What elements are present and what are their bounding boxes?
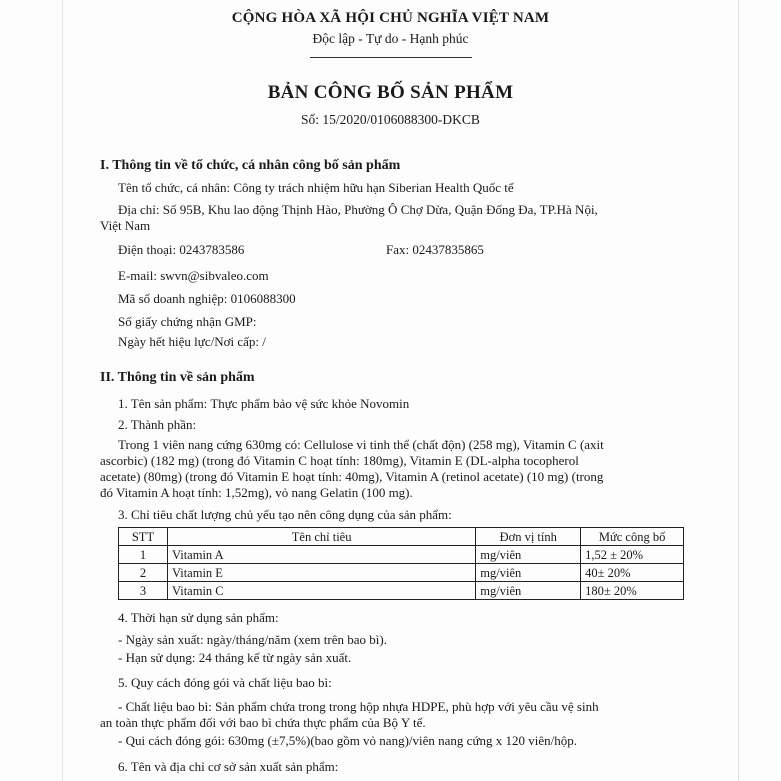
table-cell: 1,52 ± 20% <box>581 546 684 564</box>
manufacturer-heading: 6. Tên và địa chỉ cơ sở sản xuất sản phẩm: <box>118 759 339 774</box>
composition-line: ascorbic) (182 mg) (trong đó Vitamin C hoạt tính: 180mg), Vitamin E (DL-alpha tocopherol <box>100 453 579 468</box>
table-cell: Vitamin A <box>167 546 475 564</box>
packaging-material-line: an toàn thực phẩm đối với bao bì chứa thực phẩm của Bộ Y tế. <box>100 715 426 730</box>
org-gmp: Số giấy chứng nhận GMP: <box>118 314 257 329</box>
document-title: BẢN CÔNG BỐ SẢN PHẨM <box>267 82 514 103</box>
national-motto: Độc lập - Tự do - Hạnh phúc <box>312 31 469 46</box>
packaging-spec: - Qui cách đóng gói: 630mg (±7,5%)(bao gồm vỏ nang)/viên nang cứng x 120 viên/hộp. <box>118 733 577 748</box>
packaging-material-line: - Chất liệu bao bì: Sản phẩm chứa trong trong hộp nhựa HDPE, phù hợp với yêu cầu vệ sinh <box>118 699 599 714</box>
table-header-cell: Mức công bố <box>581 528 684 546</box>
composition-line: Trong 1 viên nang cứng 630mg có: Cellulose vi tinh thể (chất độn) (258 mg), Vitamin C (axit <box>118 437 604 452</box>
table-row <box>119 546 684 564</box>
org-address: Địa chỉ: Số 95B, Khu lao động Thịnh Hào, Phường Ô Chợ Dừa, Quận Đống Đa, TP.Hà Nội, <box>118 202 598 217</box>
composition-line: acetate) (80mg) (trong đó Vitamin E hoạt tính: 40mg), Vitamin A (retinol acetate) (10 mg) (trong <box>100 469 604 484</box>
table-cell: 2 <box>119 564 168 582</box>
section-1-heading: I. Thông tin về tổ chức, cá nhân công bố sản phẩm <box>100 158 401 173</box>
org-fax: Fax: 02437835865 <box>386 242 484 257</box>
table-cell: 3 <box>119 582 168 600</box>
page-edge-right <box>738 0 739 781</box>
table-row <box>119 582 684 600</box>
org-tax-code: Mã số doanh nghiệp: 0106088300 <box>118 291 296 306</box>
org-email: E-mail: swvn@sibvaleo.com <box>118 268 269 283</box>
table-header-cell: STT <box>119 528 168 546</box>
contact-row <box>100 242 681 258</box>
quality-table <box>118 527 684 600</box>
org-phone: Điện thoại: 0243783586 <box>118 242 245 257</box>
table-cell: 40± 20% <box>581 564 684 582</box>
org-address-cont: Việt Nam <box>100 218 151 233</box>
manufacture-date: - Ngày sản xuất: ngày/tháng/năm (xem trên bao bì). <box>118 632 387 647</box>
composition-heading: 2. Thành phần: <box>118 417 197 432</box>
org-gmp-expiry: Ngày hết hiệu lực/Nơi cấp: / <box>118 334 266 349</box>
shelf-life-heading: 4. Thời hạn sử dụng sản phẩm: <box>118 610 279 625</box>
expiry-period: - Hạn sử dụng: 24 tháng kể từ ngày sản xuất. <box>118 650 352 665</box>
org-name: Tên tổ chức, cá nhân: Công ty trách nhiệm hữu hạn Siberian Health Quốc tế <box>118 180 514 195</box>
product-name: 1. Tên sản phẩm: Thực phẩm bảo vệ sức khỏe Novomin <box>118 396 410 411</box>
quality-heading: 3. Chỉ tiêu chất lượng chủ yếu tạo nên công dụng của sản phẩm: <box>118 507 452 522</box>
section-2-heading: II. Thông tin về sản phẩm <box>100 370 255 385</box>
table-header-cell: Đơn vị tính <box>476 528 581 546</box>
table-cell: 1 <box>119 546 168 564</box>
header-divider <box>310 57 472 58</box>
table-cell: 180± 20% <box>581 582 684 600</box>
packaging-heading: 5. Quy cách đóng gói và chất liệu bao bì: <box>118 675 332 690</box>
table-cell: mg/viên <box>476 564 581 582</box>
table-cell: Vitamin C <box>167 582 475 600</box>
table-row <box>119 564 684 582</box>
table-cell: mg/viên <box>476 582 581 600</box>
table-header-cell: Tên chỉ tiêu <box>167 528 475 546</box>
composition-text <box>100 437 681 501</box>
table-cell: mg/viên <box>476 546 581 564</box>
national-title: CỘNG HÒA XÃ HỘI CHỦ NGHĨA VIỆT NAM <box>231 10 550 26</box>
composition-line: đó Vitamin A hoạt tính: 1,52mg), vỏ nang Gelatin (100 mg). <box>100 485 413 500</box>
page-edge-left <box>62 0 63 781</box>
table-header-row <box>119 528 684 546</box>
document-number: Số: 15/2020/0106088300-DKCB <box>301 112 480 127</box>
table-cell: Vitamin E <box>167 564 475 582</box>
packaging-material <box>100 699 681 731</box>
